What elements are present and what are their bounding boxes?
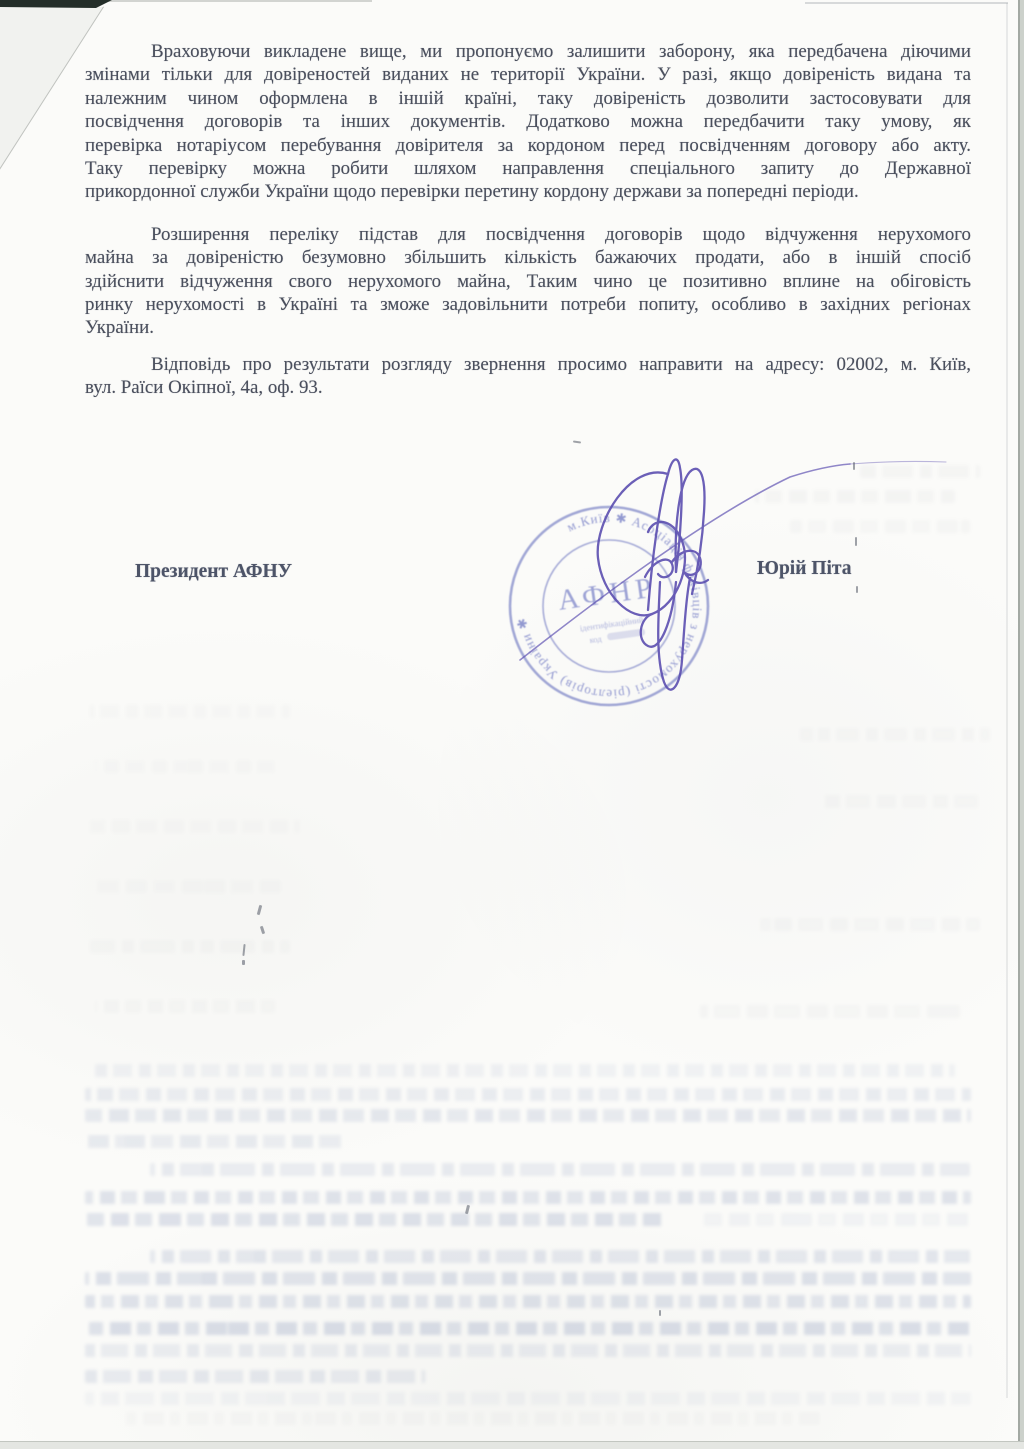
- ghost-text-line: [800, 728, 990, 741]
- stamp-ring-text: м.Київ ✱ Асоціація фахівців з нерухомості (ріелторів) України ✱: [513, 509, 706, 703]
- ghost-text-line: [85, 1088, 971, 1101]
- ghost-text-line: [790, 520, 970, 533]
- ghost-text-line: [120, 1412, 820, 1425]
- stamp-small-text-line2: код: [588, 633, 603, 645]
- text-line: Таку перевірку можна робити шляхом направлення спеціального запиту до Державної: [85, 157, 971, 179]
- text-line: вул. Раїси Окіпної, 4а, оф. 93.: [85, 377, 323, 399]
- ghost-text-line: [85, 1109, 971, 1122]
- scan-bottom-edge: [0, 1441, 1024, 1449]
- ghost-text-line: [85, 1322, 971, 1335]
- ghost-text-line: [150, 1250, 970, 1263]
- ghost-text-line: [860, 465, 980, 478]
- text-line: Розширення переліку підстав для посвідчення договорів щодо відчуження нерухомого: [151, 223, 971, 245]
- ghost-text-line: [755, 490, 955, 503]
- signatory-title: Президент АФНУ: [135, 561, 293, 582]
- ghost-text-line: [85, 1272, 971, 1285]
- ghost-text-line: [85, 1135, 345, 1148]
- text-line: належним чином оформлена в іншій країні, таку довіреність дозволити застосовувати для: [85, 87, 971, 109]
- signatory-name: Юрій Піта: [757, 558, 852, 579]
- ghost-text-line: [700, 1213, 970, 1226]
- paragraph: [85, 353, 971, 400]
- stamp-center-abbreviation: АФНР: [556, 571, 659, 617]
- text-line: майна за довіреністю безумовно збільшить кількість бажаючих продати, або в іншій спосіб: [85, 247, 971, 269]
- text-line: прикордонної служби України щодо перевірки перетину кордону держави за попередні періоди.: [85, 181, 859, 203]
- ink-speck: [260, 926, 265, 935]
- ghost-text-line: [90, 940, 290, 953]
- scan-overlay-edge-right: [1006, 3, 1008, 1398]
- ghost-text-line: [95, 1000, 275, 1013]
- ghost-text-line: [85, 1370, 425, 1383]
- signature-oval-loop: [598, 472, 685, 615]
- scan-paper-edge-shadow: [1020, 0, 1024, 1449]
- ghost-text-line: [90, 705, 290, 718]
- stamp-small-text-line1: ідентифікаційний: [579, 614, 644, 634]
- ghost-text-line: [85, 1344, 971, 1357]
- text-line: перевірка нотаріусом перебування довірителя за кордоном перед посвідченням договору або акту.: [85, 134, 971, 156]
- ghost-text-line: [85, 1295, 971, 1308]
- scan-overlay-edge-top: [805, 2, 1008, 4]
- scan-corner-dark-strip: [0, 0, 114, 8]
- ghost-text-line: [95, 760, 275, 773]
- ghost-text-line: [85, 1191, 971, 1204]
- letter-body: [85, 40, 971, 399]
- text-line: посвідчення договорів та інших документів. Додатково можна передбачити таку умову, як: [85, 111, 971, 133]
- text-line: здійснити відчуження свого нерухомого майна, Таким чино це позитивно вплине на обіговість: [85, 270, 971, 292]
- ghost-text-line: [85, 1392, 971, 1405]
- ghost-text-line: [150, 1163, 970, 1176]
- ink-speck: [856, 586, 858, 593]
- ghost-text-line: [85, 1213, 665, 1226]
- ink-speck: [855, 537, 857, 546]
- signature-flourish-fade: [850, 461, 946, 464]
- text-line: змінами тільки для довіреностей виданих не території України. У разі, якщо довіреність видана та: [85, 64, 971, 86]
- ghost-text-line: [95, 880, 285, 893]
- ink-speck: [257, 905, 262, 915]
- text-line: України.: [85, 317, 154, 339]
- ink-speck: [659, 1310, 661, 1316]
- ghost-text-line: [95, 1064, 955, 1077]
- ghost-text-line: [90, 820, 300, 833]
- ghost-text-line: [820, 795, 980, 808]
- ink-speck: [242, 960, 245, 965]
- ghost-text-line: [700, 1005, 960, 1018]
- paragraph: [85, 40, 971, 204]
- ghost-text-line: [760, 918, 980, 931]
- paragraph: [85, 223, 971, 340]
- text-line: ринку нерухомості в Україні та зможе задовільнити потреби попиту, особливо в західних регіонах: [85, 293, 971, 315]
- ink-speck: [853, 462, 855, 470]
- text-line: Відповідь про результати розгляду звернення просимо направити на адресу: 02002, м. Київ,: [151, 353, 971, 375]
- text-line: Враховуючи викладене вище, ми пропонуємо залишити заборону, яка передбачена діючими: [151, 41, 971, 62]
